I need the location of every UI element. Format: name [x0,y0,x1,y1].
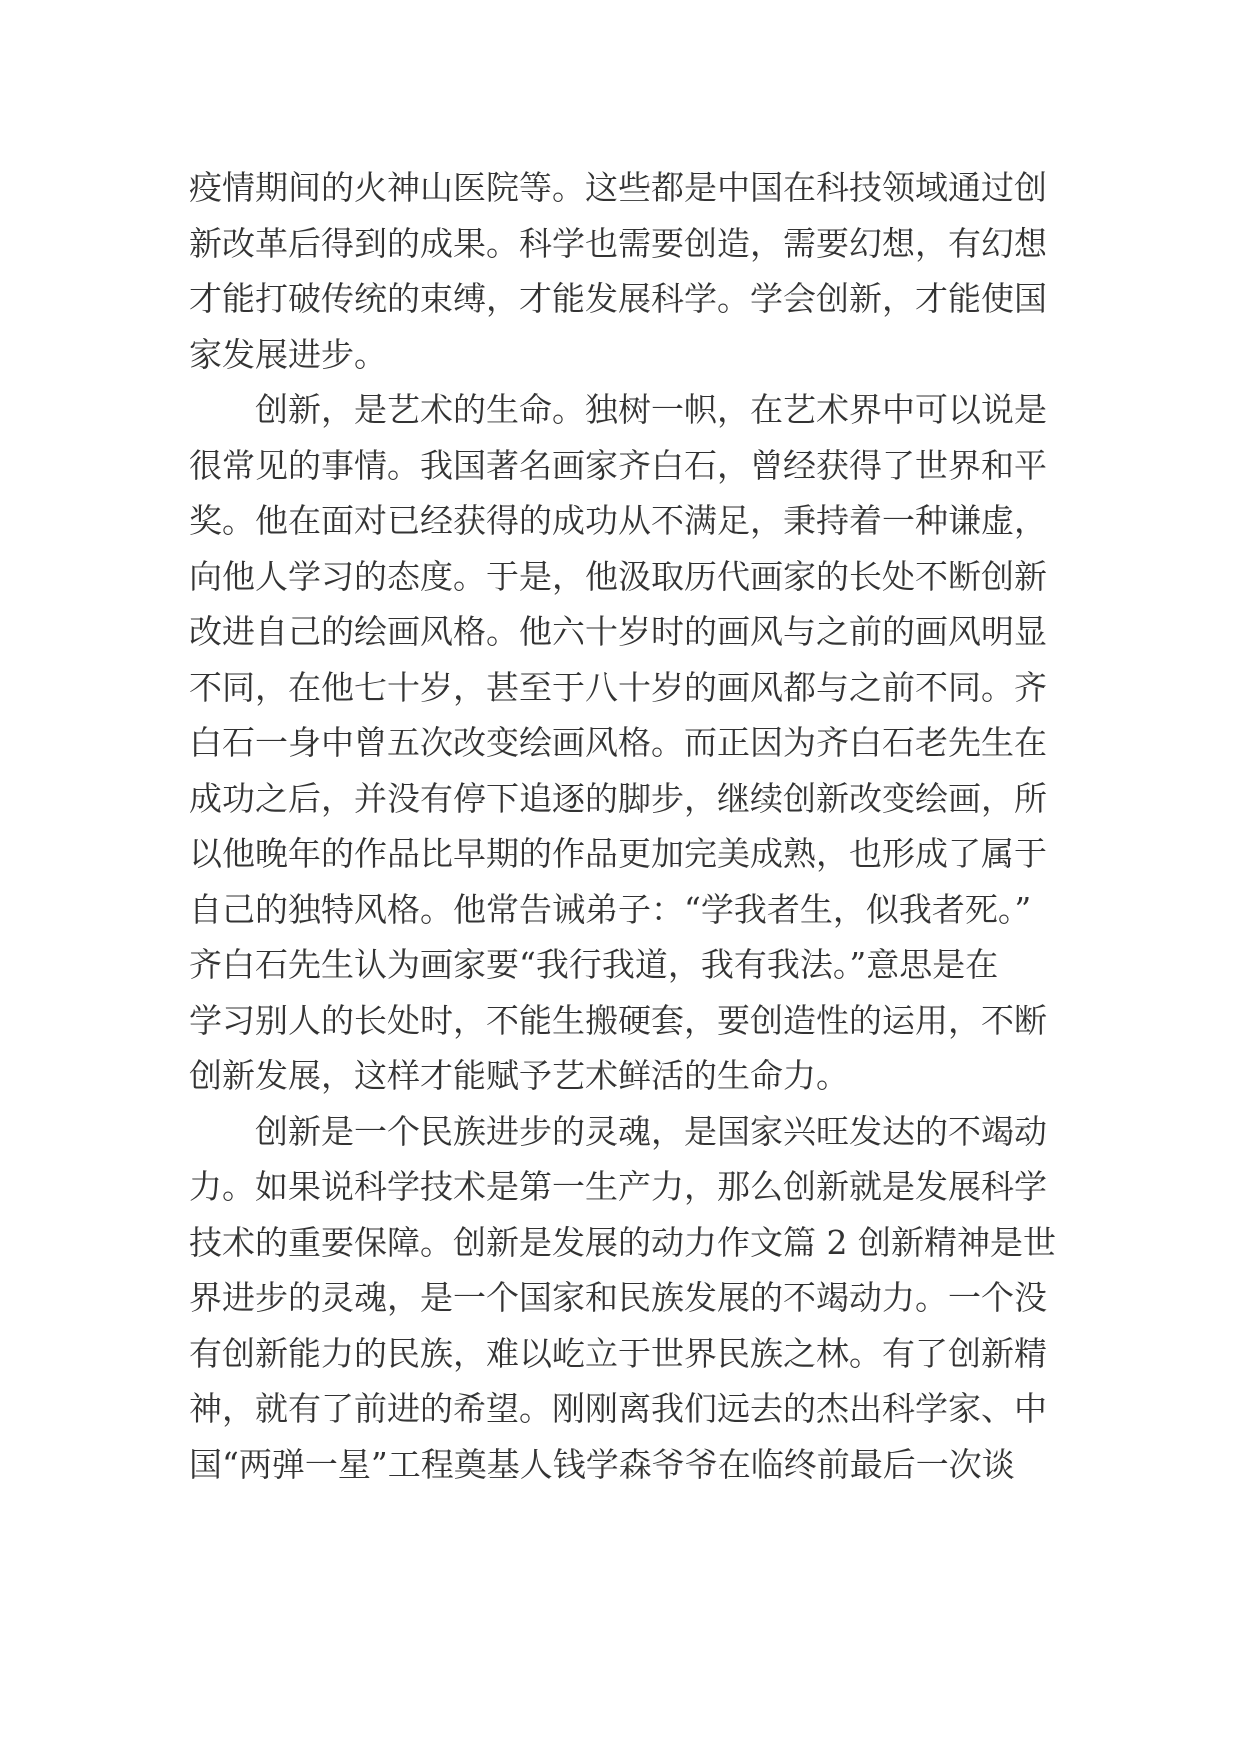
text-line: 力。如果说科学技术是第一生产力，那么创新就是发展科学 [189,1167,1047,1206]
text-line: 不同，在他七十岁，甚至于八十岁的画风都与之前不同。齐 [189,667,1047,707]
document-body [189,160,1056,1492]
text-line: 家发展进步。 [189,334,387,374]
text-line: 界进步的灵魂，是一个国家和民族发展的不竭动力。一个没 [189,1278,1047,1317]
text-line: 创新，是艺术的生命。独树一帜，在艺术界中可以说是 [255,390,1047,429]
text-line: 技术的重要保障。创新是发展的动力作文篇 2 创新精神是世 [189,1222,1056,1262]
text-line: 自己的独特风格。他常告诫弟子：“学我者生，似我者死。” [189,889,1032,929]
text-line: 神，就有了前进的希望。刚刚离我们远去的杰出科学家、中 [189,1389,1047,1428]
text-line: 奖。他在面对已经获得的成功从不满足，秉持着一种谦虚， [189,501,1047,540]
text-line: 才能打破传统的束缚，才能发展科学。学会创新，才能使国 [189,279,1047,318]
text-line: 白石一身中曾五次改变绘画风格。而正因为齐白石老先生在 [189,723,1047,762]
paragraph [189,1104,1056,1493]
text-line: 成功之后，并没有停下追逐的脚步，继续创新改变绘画，所 [189,778,1047,818]
text-line: 学习别人的长处时，不能生搬硬套，要创造性的运用，不断 [189,1000,1047,1040]
text-line: 疫情期间的火神山医院等。这些都是中国在科技领域通过创 [189,168,1047,207]
text-line: 创新发展，这样才能赋予艺术鲜活的生命力。 [189,1056,849,1095]
text-line: 以他晚年的作品比早期的作品更加完美成熟，也形成了属于 [189,834,1047,873]
text-line: 国“两弹一星”工程奠基人钱学森爷爷在临终前最后一次谈 [189,1444,1015,1484]
paragraph [189,382,1049,1104]
paragraph [189,160,1049,382]
text-line: 齐白石先生认为画家要“我行我道，我有我法。”意思是在 [189,945,999,984]
text-line: 有创新能力的民族，难以屹立于世界民族之林。有了创新精 [189,1333,1047,1373]
text-line: 改进自己的绘画风格。他六十岁时的画风与之前的画风明显 [189,612,1047,651]
text-line: 很常见的事情。我国著名画家齐白石，曾经获得了世界和平 [189,445,1047,485]
text-line: 向他人学习的态度。于是，他汲取历代画家的长处不断创新 [189,556,1047,596]
text-line: 创新是一个民族进步的灵魂，是国家兴旺发达的不竭动 [255,1111,1047,1151]
text-line: 新改革后得到的成果。科学也需要创造，需要幻想，有幻想 [189,223,1047,263]
